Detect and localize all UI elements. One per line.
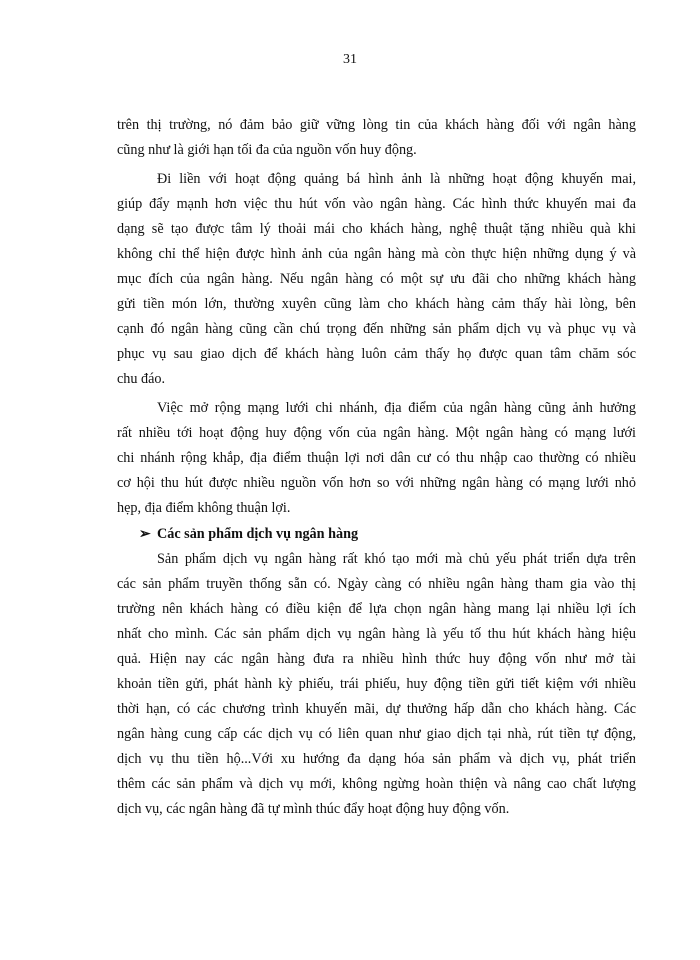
text-line: Đi liền với hoạt động quảng bá hình ảnh là những hoạt động khuyến mai, <box>157 171 636 187</box>
text-line: trên thị trường, nó đảm bảo giữ vững lòng tin của khách hàng đối với ngân hàng <box>117 117 636 133</box>
text-line: các sản phẩm truyền thống sẵn có. Ngày càng có nhiều ngân hàng tham gia vào thị <box>117 576 636 592</box>
text-line: chu đáo. <box>117 371 166 387</box>
section-heading-text: Các sản phẩm dịch vụ ngân hàng <box>157 526 359 542</box>
text-line: không chỉ thể hiện được hình ảnh của ngân hàng mà còn thực hiện những dụng ý và <box>117 246 636 262</box>
text-line: giúp đẩy mạnh hơn việc thu hút vốn vào ngân hàng. Các hình thức khuyến mai đa <box>117 196 636 212</box>
text-line: khoản tiền gửi, phát hành kỳ phiếu, trái phiếu, huy động tiền gửi tiết kiệm với nhiều <box>117 676 636 692</box>
text-line: rất nhiều tới hoạt động huy động vốn của ngân hàng. Một ngân hàng có mạng lưới <box>117 425 636 441</box>
text-line: quả. Hiện nay các ngân hàng đưa ra nhiều hình thức huy động vốn như mở tài <box>117 651 636 667</box>
text-line: chi nhánh rộng khắp, địa điểm thuận lợi nơi dân cư có thu nhập cao thường có nhiều <box>117 450 636 466</box>
section-heading <box>117 522 636 547</box>
paragraph <box>117 113 636 163</box>
text-line: Việc mở rộng mạng lưới chi nhánh, địa điểm của ngân hàng cũng ảnh hưởng <box>157 400 636 416</box>
text-line: thời hạn, có các chương trình khuyến mãi, dự thưởng hấp dẫn cho khách hàng. Các <box>117 701 636 717</box>
text-line: gửi tiền món lớn, thường xuyên cũng làm cho khách hàng cảm thấy hài lòng, bên <box>117 296 636 312</box>
text-line: hẹp, địa điểm không thuận lợi. <box>117 500 291 516</box>
paragraph <box>117 547 636 822</box>
text-line: thêm các sản phẩm và dịch vụ mới, không ngừng hoàn thiện và nâng cao chất lượng <box>117 776 636 792</box>
text-line: nhất cho mình. Các sản phẩm dịch vụ ngân hàng là yếu tố thu hút khách hàng hiệu <box>117 626 636 642</box>
text-line: ngân hàng cung cấp các dịch vụ có liên quan như giao dịch tại nhà, rút tiền tự động, <box>117 726 636 742</box>
text-line: mục đích của ngân hàng. Nếu ngân hàng có một sự ưu đãi cho những khách hàng <box>117 271 636 287</box>
text-line: Sản phẩm dịch vụ ngân hàng rất khó tạo mới mà chủ yếu phát triển dựa trên <box>157 551 636 567</box>
text-line: dịch vụ, các ngân hàng đã tự mình thúc đẩy hoạt động huy động vốn. <box>117 801 510 817</box>
paragraph <box>117 396 636 521</box>
page-number: 31 <box>343 52 357 67</box>
text-line: dịch vụ thu tiền hộ...Với xu hướng đa dạng hóa sản phẩm và dịch vụ, phát triển <box>117 751 636 767</box>
text-line: cũng như là giới hạn tối đa của nguồn vốn huy động. <box>117 142 417 158</box>
text-line: phục vụ sau giao dịch để khách hàng luôn cảm thấy họ được quan tâm chăm sóc <box>117 346 636 362</box>
arrow-bullet-icon: ➢ <box>139 526 151 542</box>
text-line: trường nên khách hàng có điều kiện để lựa chọn ngân hàng mang lại nhiều lợi ích <box>117 601 636 617</box>
paragraph <box>117 167 636 392</box>
document-body <box>117 113 636 822</box>
text-line: dạng sẽ tạo được tâm lý thoải mái cho khách hàng, nghệ thuật tặng nhiều quà khi <box>117 221 636 237</box>
text-line: cạnh đó ngân hàng cũng cần chú trọng đến những sản phẩm dịch vụ và phục vụ và <box>117 321 636 337</box>
text-line: cơ hội thu hút được nhiều nguồn vốn hơn so với những ngân hàng có mạng lưới nhỏ <box>117 475 636 491</box>
